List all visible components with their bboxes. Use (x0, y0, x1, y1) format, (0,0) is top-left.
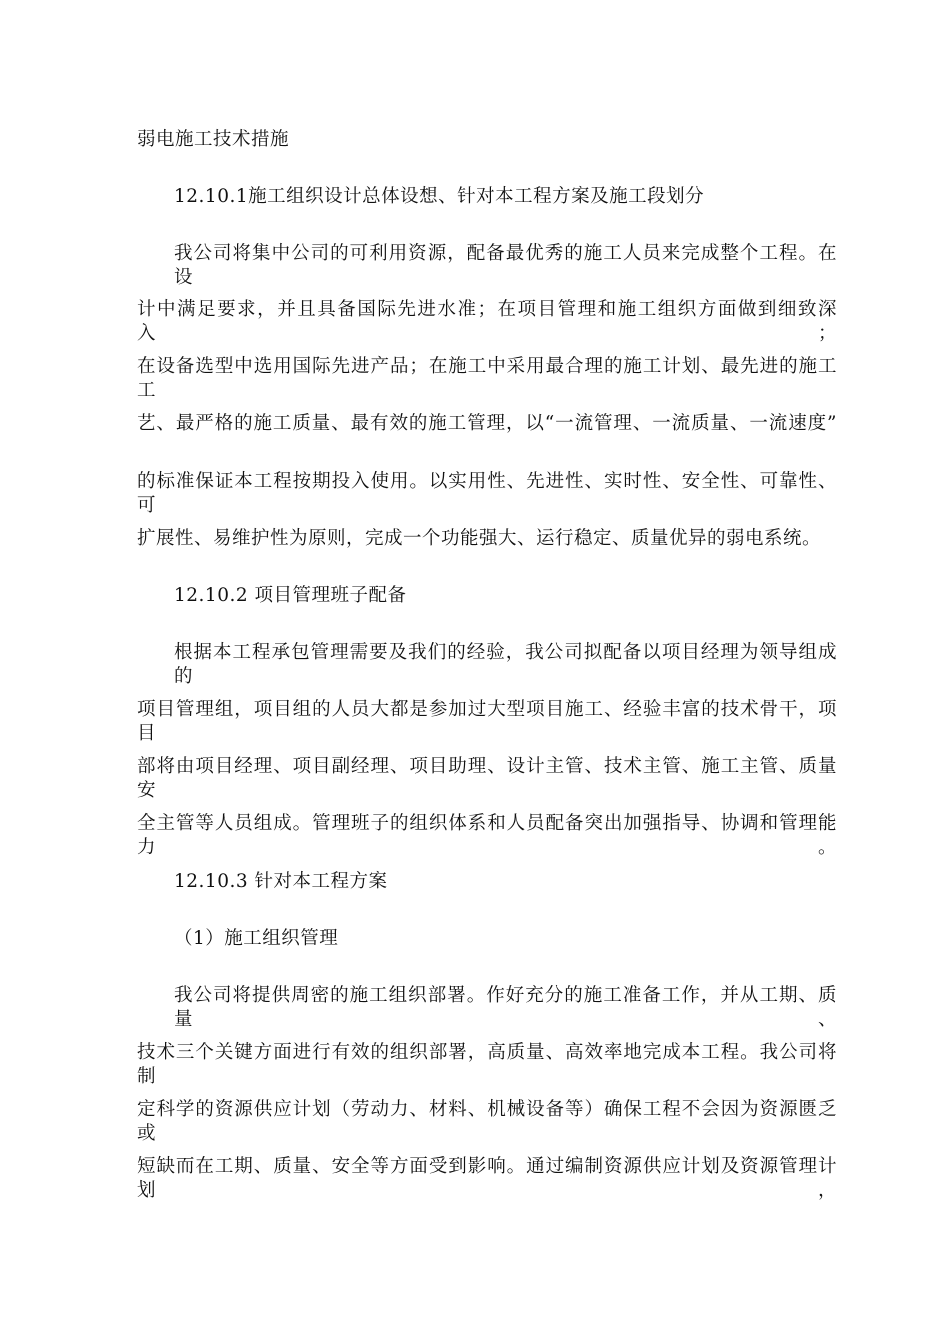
subsection-heading: （1）施工组织管理 (174, 928, 339, 949)
paragraph-line: 计中满足要求，并且具备国际先进水准；在项目管理和施工组织方面做到细致深入； (137, 299, 837, 344)
paragraph-line: 我公司将提供周密的施工组织部署。作好充分的施工准备工作，并从工期、质量、 (174, 985, 837, 1030)
paragraph-line: 项目管理组，项目组的人员大都是参加过大型项目施工、经验丰富的技术骨干，项目 (137, 699, 837, 744)
paragraph-line: 我公司将集中公司的可利用资源，配备最优秀的施工人员来完成整个工程。在设 (174, 243, 837, 288)
paragraph-line: 的标准保证本工程按期投入使用。以实用性、先进性、实时性、安全性、可靠性、可 (137, 471, 837, 516)
paragraph-line: 全主管等人员组成。管理班子的组织体系和人员配备突出加强指导、协调和管理能力。 (137, 813, 837, 858)
section-heading-12-10-3: 12.10.3 针对本工程方案 (174, 871, 388, 892)
paragraph-line: 在设备选型中选用国际先进产品；在施工中采用最合理的施工计划、最先进的施工工 (137, 356, 837, 401)
paragraph-line: 短缺而在工期、质量、安全等方面受到影响。通过编制资源供应计划及资源管理计划， (137, 1156, 837, 1201)
section-heading-12-10-1: 12.10.1施工组织设计总体设想、针对本工程方案及施工段划分 (174, 186, 705, 207)
paragraph-line: 技术三个关键方面进行有效的组织部署，高质量、高效率地完成本工程。我公司将制 (137, 1042, 837, 1087)
section-heading-12-10-2: 12.10.2 项目管理班子配备 (174, 585, 407, 606)
document-title: 弱电施工技术措施 (137, 129, 290, 150)
paragraph-line: 艺、最严格的施工质量、最有效的施工管理，以“一流管理、一流质量、一流速度” (137, 413, 837, 434)
paragraph-line: 扩展性、易维护性为原则，完成一个功能强大、运行稳定、质量优异的弱电系统。 (137, 528, 822, 549)
paragraph-line: 定科学的资源供应计划（劳动力、材料、机械设备等）确保工程不会因为资源匮乏或 (137, 1099, 837, 1144)
paragraph-line: 部将由项目经理、项目副经理、项目助理、设计主管、技术主管、施工主管、质量安 (137, 756, 837, 801)
paragraph-line: 根据本工程承包管理需要及我们的经验，我公司拟配备以项目经理为领导组成的 (174, 642, 837, 687)
